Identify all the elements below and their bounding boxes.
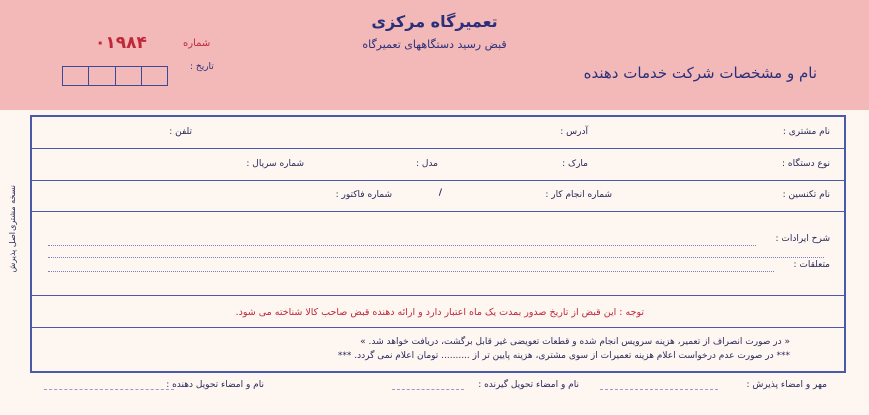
divider — [32, 327, 844, 328]
company-line: نام و مشخصات شرکت خدمات دهنده — [583, 64, 817, 82]
page-subtitle: قبض رسید دستگاههای تعمیرگاه — [362, 38, 507, 51]
validity-notice: توجه : این قبض از تاریخ صدور بمدت یک ماه اعتبار دارد و ارائه دهنده قبض صاحب کالا شناخته می شود. — [235, 307, 644, 318]
date-label: تاریخ : — [190, 62, 214, 72]
defects-line[interactable] — [48, 257, 824, 258]
address-label: آدرس : — [560, 127, 588, 137]
receipt-number-label: شماره — [183, 38, 211, 49]
invoice-number-label: شماره فاکتور : — [335, 190, 392, 200]
divider — [32, 180, 844, 181]
accessories-line[interactable] — [48, 271, 774, 272]
receiver-signature-label: نام و امضاء تحویل گیرنده : — [478, 380, 579, 390]
customer-name-label: نام مشتری : — [782, 127, 830, 137]
date-field[interactable] — [62, 66, 168, 86]
date-cell — [63, 67, 88, 85]
form-table — [30, 115, 846, 373]
model-label: مدل : — [416, 159, 438, 169]
serial-label: شماره سریال : — [246, 159, 304, 169]
divider — [32, 295, 844, 296]
accessories-label: متعلقات : — [793, 260, 830, 270]
reception-signature-line[interactable] — [600, 389, 718, 390]
job-number-slash: / — [438, 188, 442, 198]
reception-signature-label: مهر و امضاء پذیرش : — [746, 380, 827, 390]
deliverer-signature-label: نام و امضاء تحویل دهنده : — [166, 380, 264, 390]
brand-label: مارک : — [562, 159, 588, 169]
job-number-label: شماره انجام کار : — [545, 190, 612, 200]
page-title: تعمیرگاه مرکزی — [371, 12, 498, 31]
side-label-copy: نسخه مشتری — [8, 185, 17, 231]
terms-line-2: *** در صورت عدم درخواست اعلام هزینه تعمیرات از سوی مشتری، هزینه پایین تر از .......... تومان اعلام نمی گردد. *** — [337, 351, 790, 361]
date-cell — [141, 67, 167, 85]
defects-label: شرح ایرادات : — [775, 234, 830, 244]
phone-label: تلفن : — [169, 127, 192, 137]
date-cell — [115, 67, 141, 85]
deliverer-signature-line[interactable] — [44, 389, 174, 390]
defects-line[interactable] — [48, 245, 756, 246]
device-type-label: نوع دستگاه : — [782, 159, 830, 169]
terms-line-1: « در صورت انصراف از تعمیر، هزینه سرویس انجام شده و قطعات تعویضی غیر قابل برگشت، دریافت خواهد شد. » — [360, 337, 790, 347]
technician-label: نام تکنسین : — [782, 190, 830, 200]
side-label-archive: اصل پذیرش — [8, 232, 17, 273]
divider — [32, 148, 844, 149]
receiver-signature-line[interactable] — [392, 389, 464, 390]
date-cell — [88, 67, 114, 85]
divider — [32, 211, 844, 212]
receipt-number: ۰۱۹۸۴ — [95, 33, 147, 53]
